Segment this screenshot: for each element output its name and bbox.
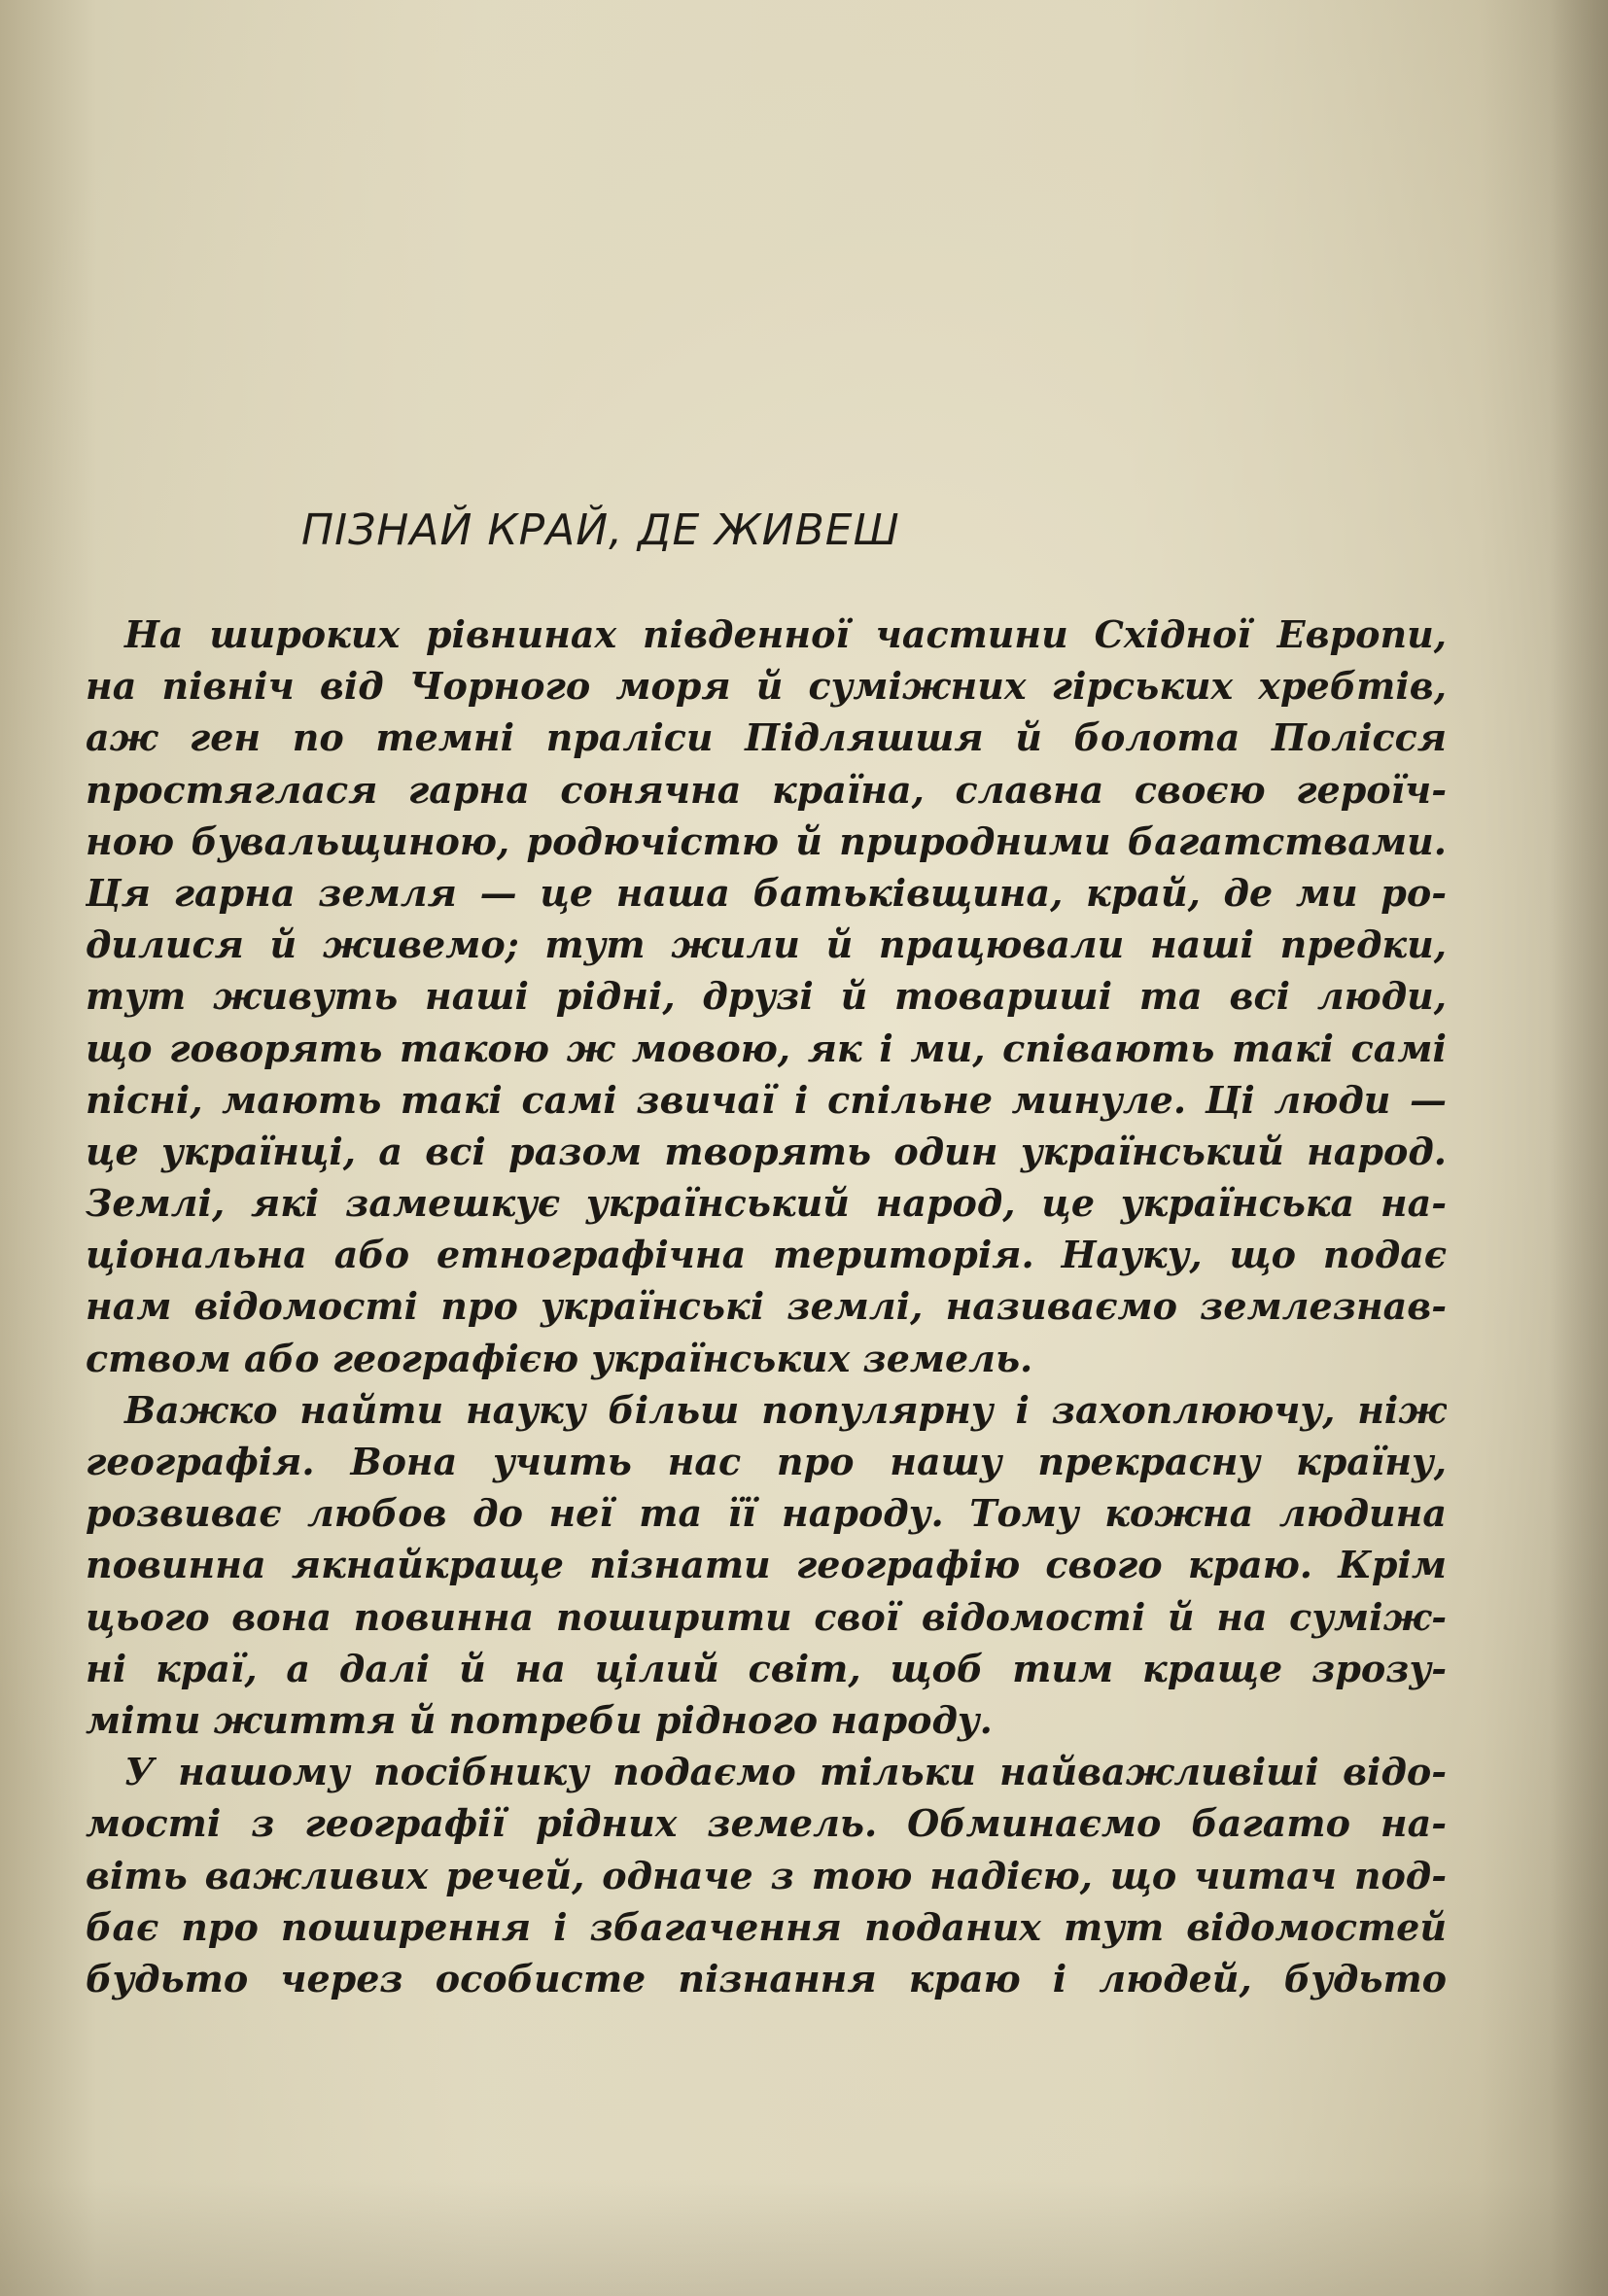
text-line: На широких рівнинах південної частини Східної Европи,	[124, 612, 1447, 656]
text-line: ціональна або етнографічна територія. Науку, що подає	[86, 1233, 1447, 1277]
text-line: географія. Вона учить нас про нашу прекрасну країну,	[86, 1440, 1447, 1483]
text-line: міти життя й потреби рідного народу.	[86, 1697, 993, 1742]
text-line: ні краї, а далі й на цілий світ, щоб тим краще зрозу-	[86, 1646, 1447, 1690]
text-line: це українці, а всі разом творять один український народ.	[86, 1129, 1447, 1173]
page-edge-shadow	[1550, 0, 1608, 2296]
text-line: віть важливих речей, одначе з тою надією, що читач под-	[86, 1853, 1447, 1897]
page-title: ПІЗНАЙ КРАЙ, ДЕ ЖИВЕШ	[301, 505, 900, 555]
text-line: бає про поширення і збагачення поданих тут відомостей	[86, 1904, 1447, 1949]
text-line: ною бувальщиною, родючістю й природними багатствами.	[86, 818, 1447, 863]
text-line: що говорять такою ж мовою, як і ми, співають такі самі	[86, 1026, 1447, 1070]
text-line: Важко найти науку більш популярну і захоплюючу, ніж	[124, 1387, 1447, 1432]
page-bottom-shadow	[0, 2179, 1608, 2296]
body-text	[86, 609, 1447, 2004]
text-line: Ця гарна земля — це наша батьківщина, край, де ми ро-	[86, 870, 1447, 915]
text-line: аж ген по темні праліси Підляшшя й болота Полісся	[86, 715, 1447, 760]
text-line: тут живуть наші рідні, друзі й товариші та всі люди,	[86, 974, 1447, 1019]
text-line: будьто через особисте пізнання краю і людей, будьто	[86, 1956, 1447, 2000]
text-line: цього вона повинна поширити свої відомості й на суміж-	[86, 1594, 1447, 1639]
text-line: повинна якнайкраще пізнати географію свого краю. Крім	[86, 1543, 1447, 1587]
text-line: простяглася гарна сонячна країна, славна своєю героїч-	[86, 767, 1447, 812]
text-line: ством або географією українських земель.	[86, 1336, 1033, 1380]
text-line: Землі, які замешкує український народ, це українська на-	[86, 1181, 1447, 1226]
text-line: розвиває любов до неї та її народу. Тому кожна людина	[86, 1491, 1447, 1536]
text-line: нам відомості про українські землі, називаємо землезнав-	[86, 1284, 1447, 1329]
text-line: пісні, мають такі самі звичаї і спільне минуле. Ці люди —	[86, 1077, 1447, 1122]
text-line: мості з географії рідних земель. Обминаємо багато на-	[86, 1801, 1447, 1846]
text-line: У нашому посібнику подаємо тільки найважливіші відо-	[124, 1750, 1447, 1794]
text-line: на північ від Чорного моря й суміжних гірських хребтів,	[86, 664, 1447, 709]
text-line: дилися й живемо; тут жили й працювали наші предки,	[86, 922, 1447, 967]
